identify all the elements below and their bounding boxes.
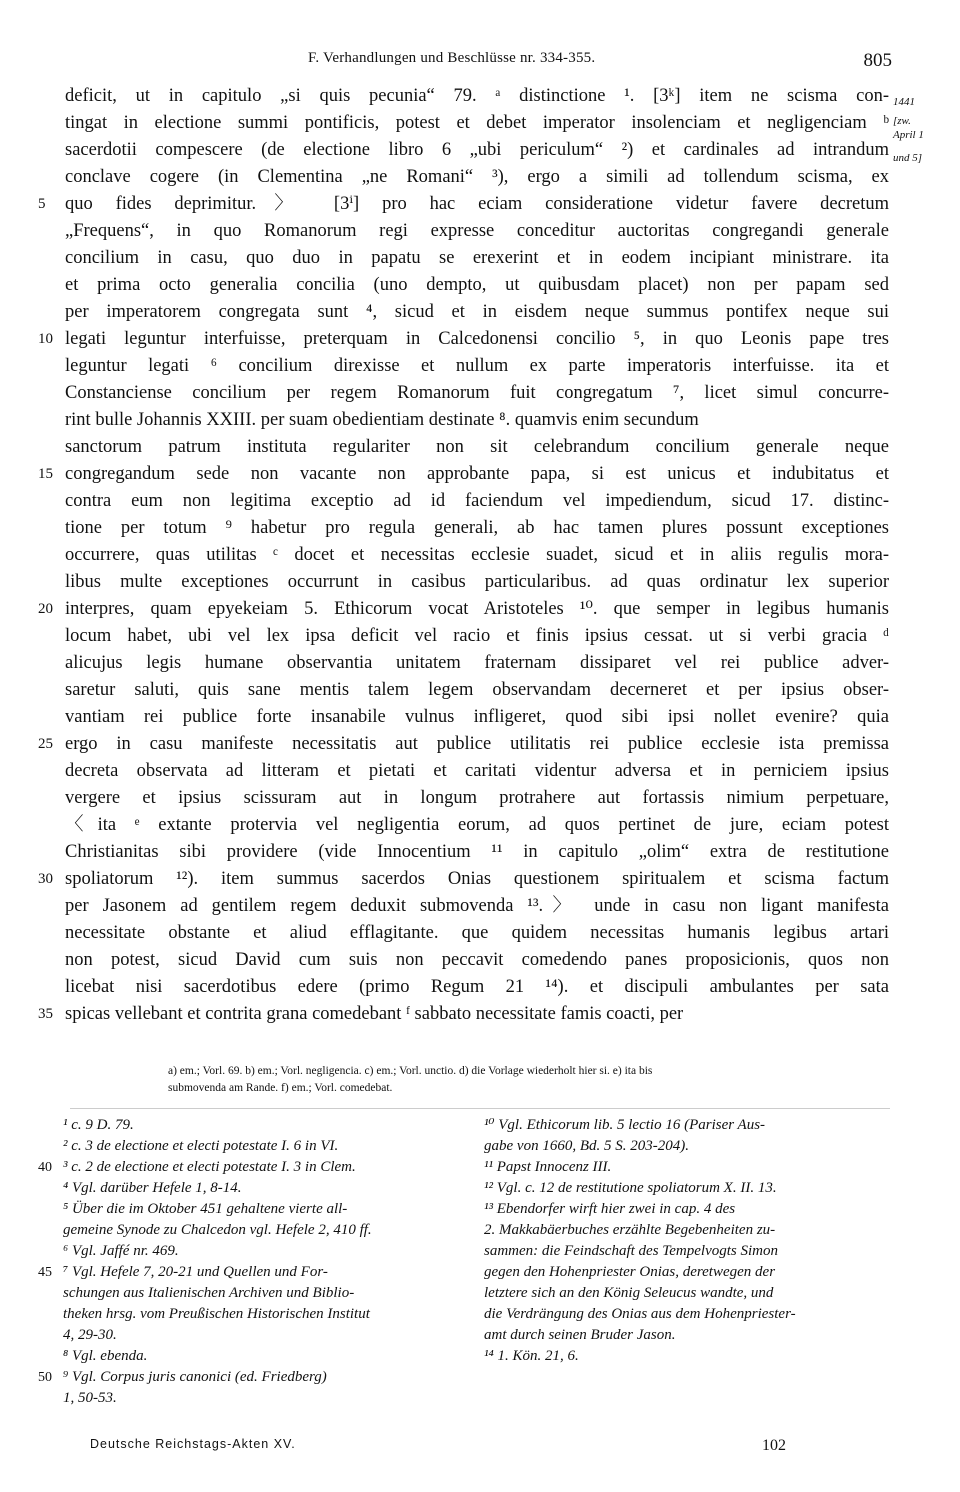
footnote-line: ⁷ Vgl. Hefele 7, 20-21 und Quellen und For- <box>63 1264 328 1280</box>
text-line: tingat in electione summi pontificis, potest et debet imperator insolenciam et negligenciam ᵇ <box>65 113 889 133</box>
line-number: 15 <box>38 466 53 482</box>
footnote-line: ² c. 3 de electione et electi potestate I. 6 in VI. <box>63 1138 339 1154</box>
footnote-line: ⁴ Vgl. darüber Hefele 1, 8-14. <box>63 1180 242 1196</box>
footnote-line: schungen aus Italienischen Archiven und Biblio- <box>63 1285 355 1301</box>
footnote-line: ⁶ Vgl. Jaffé nr. 469. <box>63 1243 179 1259</box>
line-number: 50 <box>38 1370 52 1385</box>
text-line: spoliatorum ¹²). item summus sacerdos Onias questionem spiritualem et scisma factum <box>65 869 889 889</box>
footnote-line: gegen den Hohenpriester Onias, deretwegen der <box>484 1264 776 1280</box>
text-line: locum habet, ubi vel lex ipsa deficit vel racio et finis ipsius cessat. ut si verbi gracia ᵈ <box>65 626 889 646</box>
footnote-line: ¹² Vgl. c. 12 de restitutione spoliatorum X. II. 13. <box>484 1180 777 1196</box>
footnote-line: ⁹ Vgl. Corpus juris canonici (ed. Friedberg) <box>63 1369 327 1385</box>
text-line: tione per totum ⁹ habetur pro regula generali, ab hac tamen plures possunt exceptiones <box>65 518 889 538</box>
text-line: deficit, ut in capitulo „si quis pecunia“ 79. ᵃ distinctione ¹. [3ᵏ] item ne scisma con- <box>65 86 889 106</box>
text-line: vergere et ipsius scissuram aut in longum protrahere aut fortassis nimium perpetuare, <box>65 788 889 808</box>
line-number: 20 <box>38 601 53 617</box>
footnotes-right-column <box>484 1115 894 1367</box>
line-number: 40 <box>38 1160 52 1175</box>
text-line: leguntur legati ⁶ concilium direxisse et nullum ex parte imperatoris interfuisse. ita et <box>65 356 889 376</box>
apparatus-line: submovenda am Rande. f) em.; Vorl. comedebat. <box>168 1082 393 1094</box>
footnote-rule <box>70 1108 890 1109</box>
footnote-line: ¹⁰ Vgl. Ethicorum lib. 5 lectio 16 (Pariser Aus- <box>484 1117 766 1133</box>
text-line: congregandum sede non vacante non approbante papa, si est unicus et indubitatus et <box>65 464 889 484</box>
text-line: concilium in casu, quo duo in papatu se erexerint et in eodem incipiant ministrare. ita <box>65 248 889 268</box>
text-line: quo fides deprimitur.〉 [3ⁱ] pro hac eciam consideratione videtur favere decretum <box>65 194 889 214</box>
footnote-line: ⁸ Vgl. ebenda. <box>63 1348 148 1364</box>
text-line: vantiam rei publice forte insanabile vulnus infligeret, quod sibi ipsi nollet evenire? quia <box>65 707 889 727</box>
text-line: et prima octo generalia concilia (uno dempto, ut quibusdam placet) non per papam sed <box>65 275 889 295</box>
footnote-line: 1, 50-53. <box>63 1390 117 1406</box>
page-number: 805 <box>863 50 892 71</box>
footnote-line: ¹ c. 9 D. 79. <box>63 1117 134 1133</box>
text-line: sanctorum patrum instituta regulariter non sit celebrandum concilium generale neque <box>65 437 889 457</box>
text-line: occurrere, quas utilitas ᶜ docet et necessitas ecclesie suadet, sicud et in aliis regulis mora- <box>65 545 889 565</box>
text-line: interpres, quam epyekeiam 5. Ethicorum vocat Aristoteles ¹⁰. que semper in legibus humanis <box>65 599 889 619</box>
footnote-line: 2. Makkabäerbuches erzählte Begebenheiten zu- <box>484 1222 776 1238</box>
signature-mark: Deutsche Reichstags-Akten XV. <box>90 1437 296 1451</box>
line-number: 35 <box>38 1006 53 1022</box>
text-line: legati leguntur interfuisse, preterquam in Calcedonensi concilio ⁵, in quo Leonis pape tres <box>65 329 889 349</box>
text-line: 〈ita ᵉ extante protervia vel negligentia eorum, ad quos pertinet de jure, eciam potest <box>65 815 889 835</box>
margin-note-date-open: [zw. <box>893 115 911 127</box>
line-number: 25 <box>38 736 53 752</box>
footnote-line: ³ c. 2 de electione et electi potestate I. 3 in Clem. <box>63 1159 356 1175</box>
margin-note-date-close: und 5] <box>893 152 923 164</box>
margin-note-year: 1441 <box>893 96 915 108</box>
text-line: conclave cogere (in Clementina „ne Romani“ ³), ergo a simili ad tollendum scisma, ex <box>65 167 889 187</box>
footnote-line: ¹⁴ 1. Kön. 21, 6. <box>484 1348 579 1364</box>
text-line: ergo in casu manifeste necessitatis aut publice utilitatis rei publice ecclesie ista premissa <box>65 734 889 754</box>
text-line: „Frequens“, in quo Romanorum regi expresse conceditur auctoritas congregandi generale <box>65 221 889 241</box>
critical-apparatus <box>168 1063 898 1097</box>
line-number: 5 <box>38 196 46 212</box>
footnote-line: letztere sich an den König Seleucus wandte, und <box>484 1285 774 1301</box>
text-line: saretur saluti, quis sane mentis talem legem observandam decerneret et per ipsius obser- <box>65 680 889 700</box>
text-line: spicas vellebant et contrita grana comedebant ᶠ sabbato necessitate famis coacti, per <box>65 1004 684 1024</box>
footnote-line: ¹³ Ebendorfer wirft hier zwei in cap. 4 des <box>484 1201 736 1217</box>
text-line: contra eum non legitima exceptio ad id faciendum vel impediendum, sicud 17. distinc- <box>65 491 889 511</box>
text-line: rint bulle Johannis XXIII. per suam obedientiam destinate ⁸. quamvis enim secundum <box>65 410 699 430</box>
text-line: per imperatorem congregata sunt ⁴, sicud et in eisdem neque summus pontifex neque sui <box>65 302 889 322</box>
footnote-line: amt durch seinen Bruder Jason. <box>484 1327 676 1343</box>
text-line: decreta observata ad litteram et pietati et caritati videntur adversa et in perniciem ipsius <box>65 761 889 781</box>
running-head: F. Verhandlungen und Beschlüsse nr. 334-355. <box>308 50 596 66</box>
footnote-line: ⁵ Über die im Oktober 451 gehaltene vierte all- <box>63 1201 348 1217</box>
text-line: sacerdotii compescere (de electione libro 6 „ubi periculum“ ²) et cardinales ad intrandum <box>65 140 889 160</box>
footnote-line: gabe von 1660, Bd. 5 S. 203-204). <box>484 1138 689 1154</box>
footnote-line: gemeine Synode zu Chalcedon vgl. Hefele 2, 410 ff. <box>63 1222 372 1238</box>
footnote-line: die Verdrängung des Onias aus dem Hohenpriester- <box>484 1306 796 1322</box>
text-line: libus multe exceptiones occurrunt in casibus particularibus. ad quas ordinatur lex superior <box>65 572 889 592</box>
line-number: 10 <box>38 331 53 347</box>
sheet-number: 102 <box>762 1437 786 1454</box>
footnote-line: sammen: die Feindschaft des Tempelvogts Simon <box>484 1243 778 1259</box>
text-line: per Jasonem ad gentilem regem deduxit submovenda ¹³.〉 unde in casu non ligant manifesta <box>65 896 889 916</box>
footnote-line: theken hrsg. vom Preußischen Historischen Institut <box>63 1306 370 1322</box>
footnote-line: 4, 29-30. <box>63 1327 117 1343</box>
text-line: licebat nisi sacerdotibus edere (primo Regum 21 ¹⁴). et discipuli ambulantes per sata <box>65 977 889 997</box>
margin-note-date-day: April 1 <box>893 129 924 141</box>
text-line: necessitate obstante et aliud efflagitante. que quidem necessitas humanis legibus artari <box>65 923 889 943</box>
text-line: Christianitas sibi providere (vide Innocentium ¹¹ in capitulo „olim“ extra de restitutione <box>65 842 889 862</box>
text-line: alicujus legis humane observantia unitatem fraternam dissiparet vel rei publice adver- <box>65 653 889 673</box>
apparatus-line: a) em.; Vorl. 69. b) em.; Vorl. negligencia. c) em.; Vorl. unctio. d) die Vorlage wiederholt hier si. e) ita bis <box>168 1065 653 1077</box>
text-line: Constanciense concilium per regem Romanorum fuit congregatum ⁷, licet simul concurre- <box>65 383 889 403</box>
line-number: 45 <box>38 1265 52 1280</box>
footnote-line: ¹¹ Papst Innocenz III. <box>484 1159 612 1175</box>
text-line: non potest, sicud David cum suis non peccavit comedendo panes proposicionis, quos non <box>65 950 889 970</box>
footnotes-left-column <box>63 1115 461 1409</box>
line-number: 30 <box>38 871 53 887</box>
